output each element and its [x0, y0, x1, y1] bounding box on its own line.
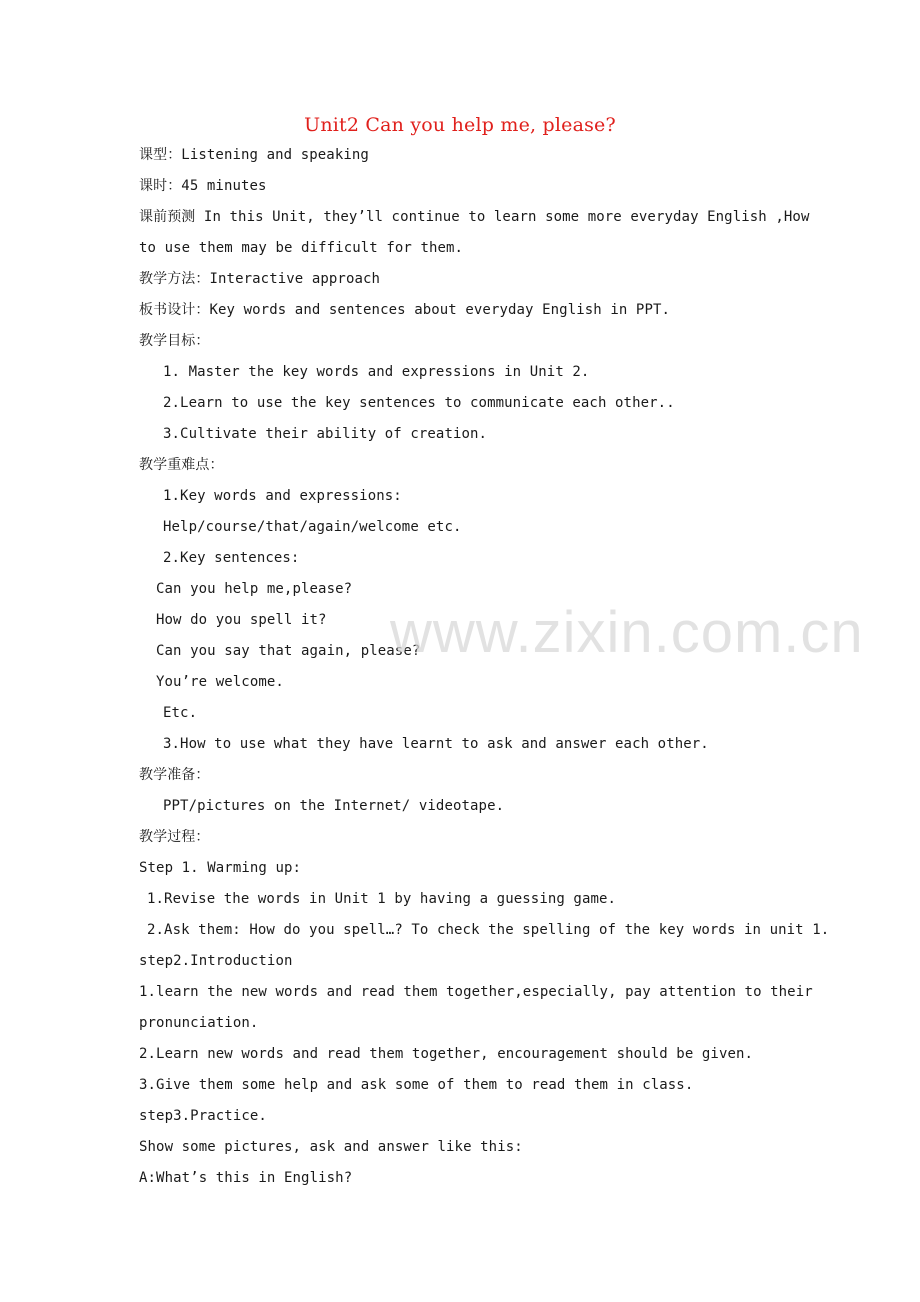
step-item: 2.Ask them: How do you spell…? To check the spelling of the key words in unit 1.: [147, 922, 830, 938]
preview-line-1: 课前预测 In this Unit, they’ll continue to learn some more everyday English ,How: [139, 209, 810, 225]
preparation-heading: 教学准备：: [139, 767, 210, 783]
procedure-heading: 教学过程：: [139, 829, 210, 845]
key-sentence: Can you help me,please?: [156, 581, 353, 597]
preview-line-2: to use them may be difficult for them.: [139, 240, 464, 256]
dialogue-line: A:What’s this in English?: [139, 1170, 353, 1186]
lesson-duration-line: 课时：45 minutes: [139, 178, 267, 194]
step-item: 1.learn the new words and read them together,especially, pay attention to their: [139, 984, 813, 1000]
key-sentence: How do you spell it?: [156, 612, 327, 628]
key-sentence: You’re welcome.: [156, 674, 284, 690]
step-heading: Step 1. Warming up:: [139, 860, 302, 876]
lesson-type-line: 课型：Listening and speaking: [139, 147, 369, 163]
practice-instruction: Show some pictures, ask and answer like this:: [139, 1139, 523, 1155]
objectives-heading: 教学目标：: [139, 333, 210, 349]
objective-item: 1. Master the key words and expressions in Unit 2.: [163, 364, 590, 380]
objective-item: 2.Learn to use the key sentences to communicate each other..: [163, 395, 675, 411]
key-points-heading: 教学重难点：: [139, 457, 224, 473]
teaching-method-line: 教学方法：Interactive approach: [139, 271, 381, 287]
step-item-continued: pronunciation.: [139, 1015, 259, 1031]
step-heading: step3.Practice.: [139, 1108, 267, 1124]
watermark: www.zixin.com.cn: [390, 600, 864, 665]
step-item: 3.Give them some help and ask some of them to read them in class.: [139, 1077, 694, 1093]
key-point-item: 3.How to use what they have learnt to ask and answer each other.: [163, 736, 709, 752]
step-item: 2.Learn new words and read them together, encouragement should be given.: [139, 1046, 754, 1062]
key-sentence: Etc.: [163, 705, 198, 721]
document-title: Unit2 Can you help me, please?: [304, 114, 616, 136]
preparation-item: PPT/pictures on the Internet/ videotape.: [163, 798, 505, 814]
board-design-line: 板书设计：Key words and sentences about everyday English in PPT.: [139, 302, 671, 318]
key-point-item: 2.Key sentences:: [163, 550, 300, 566]
step-item: 1.Revise the words in Unit 1 by having a guessing game.: [147, 891, 617, 907]
key-sentence: Can you say that again, please?: [156, 643, 421, 659]
key-point-item: 1.Key words and expressions:: [163, 488, 402, 504]
objective-item: 3.Cultivate their ability of creation.: [163, 426, 488, 442]
step-heading: step2.Introduction: [139, 953, 293, 969]
key-words-list: Help/course/that/again/welcome etc.: [163, 519, 462, 535]
